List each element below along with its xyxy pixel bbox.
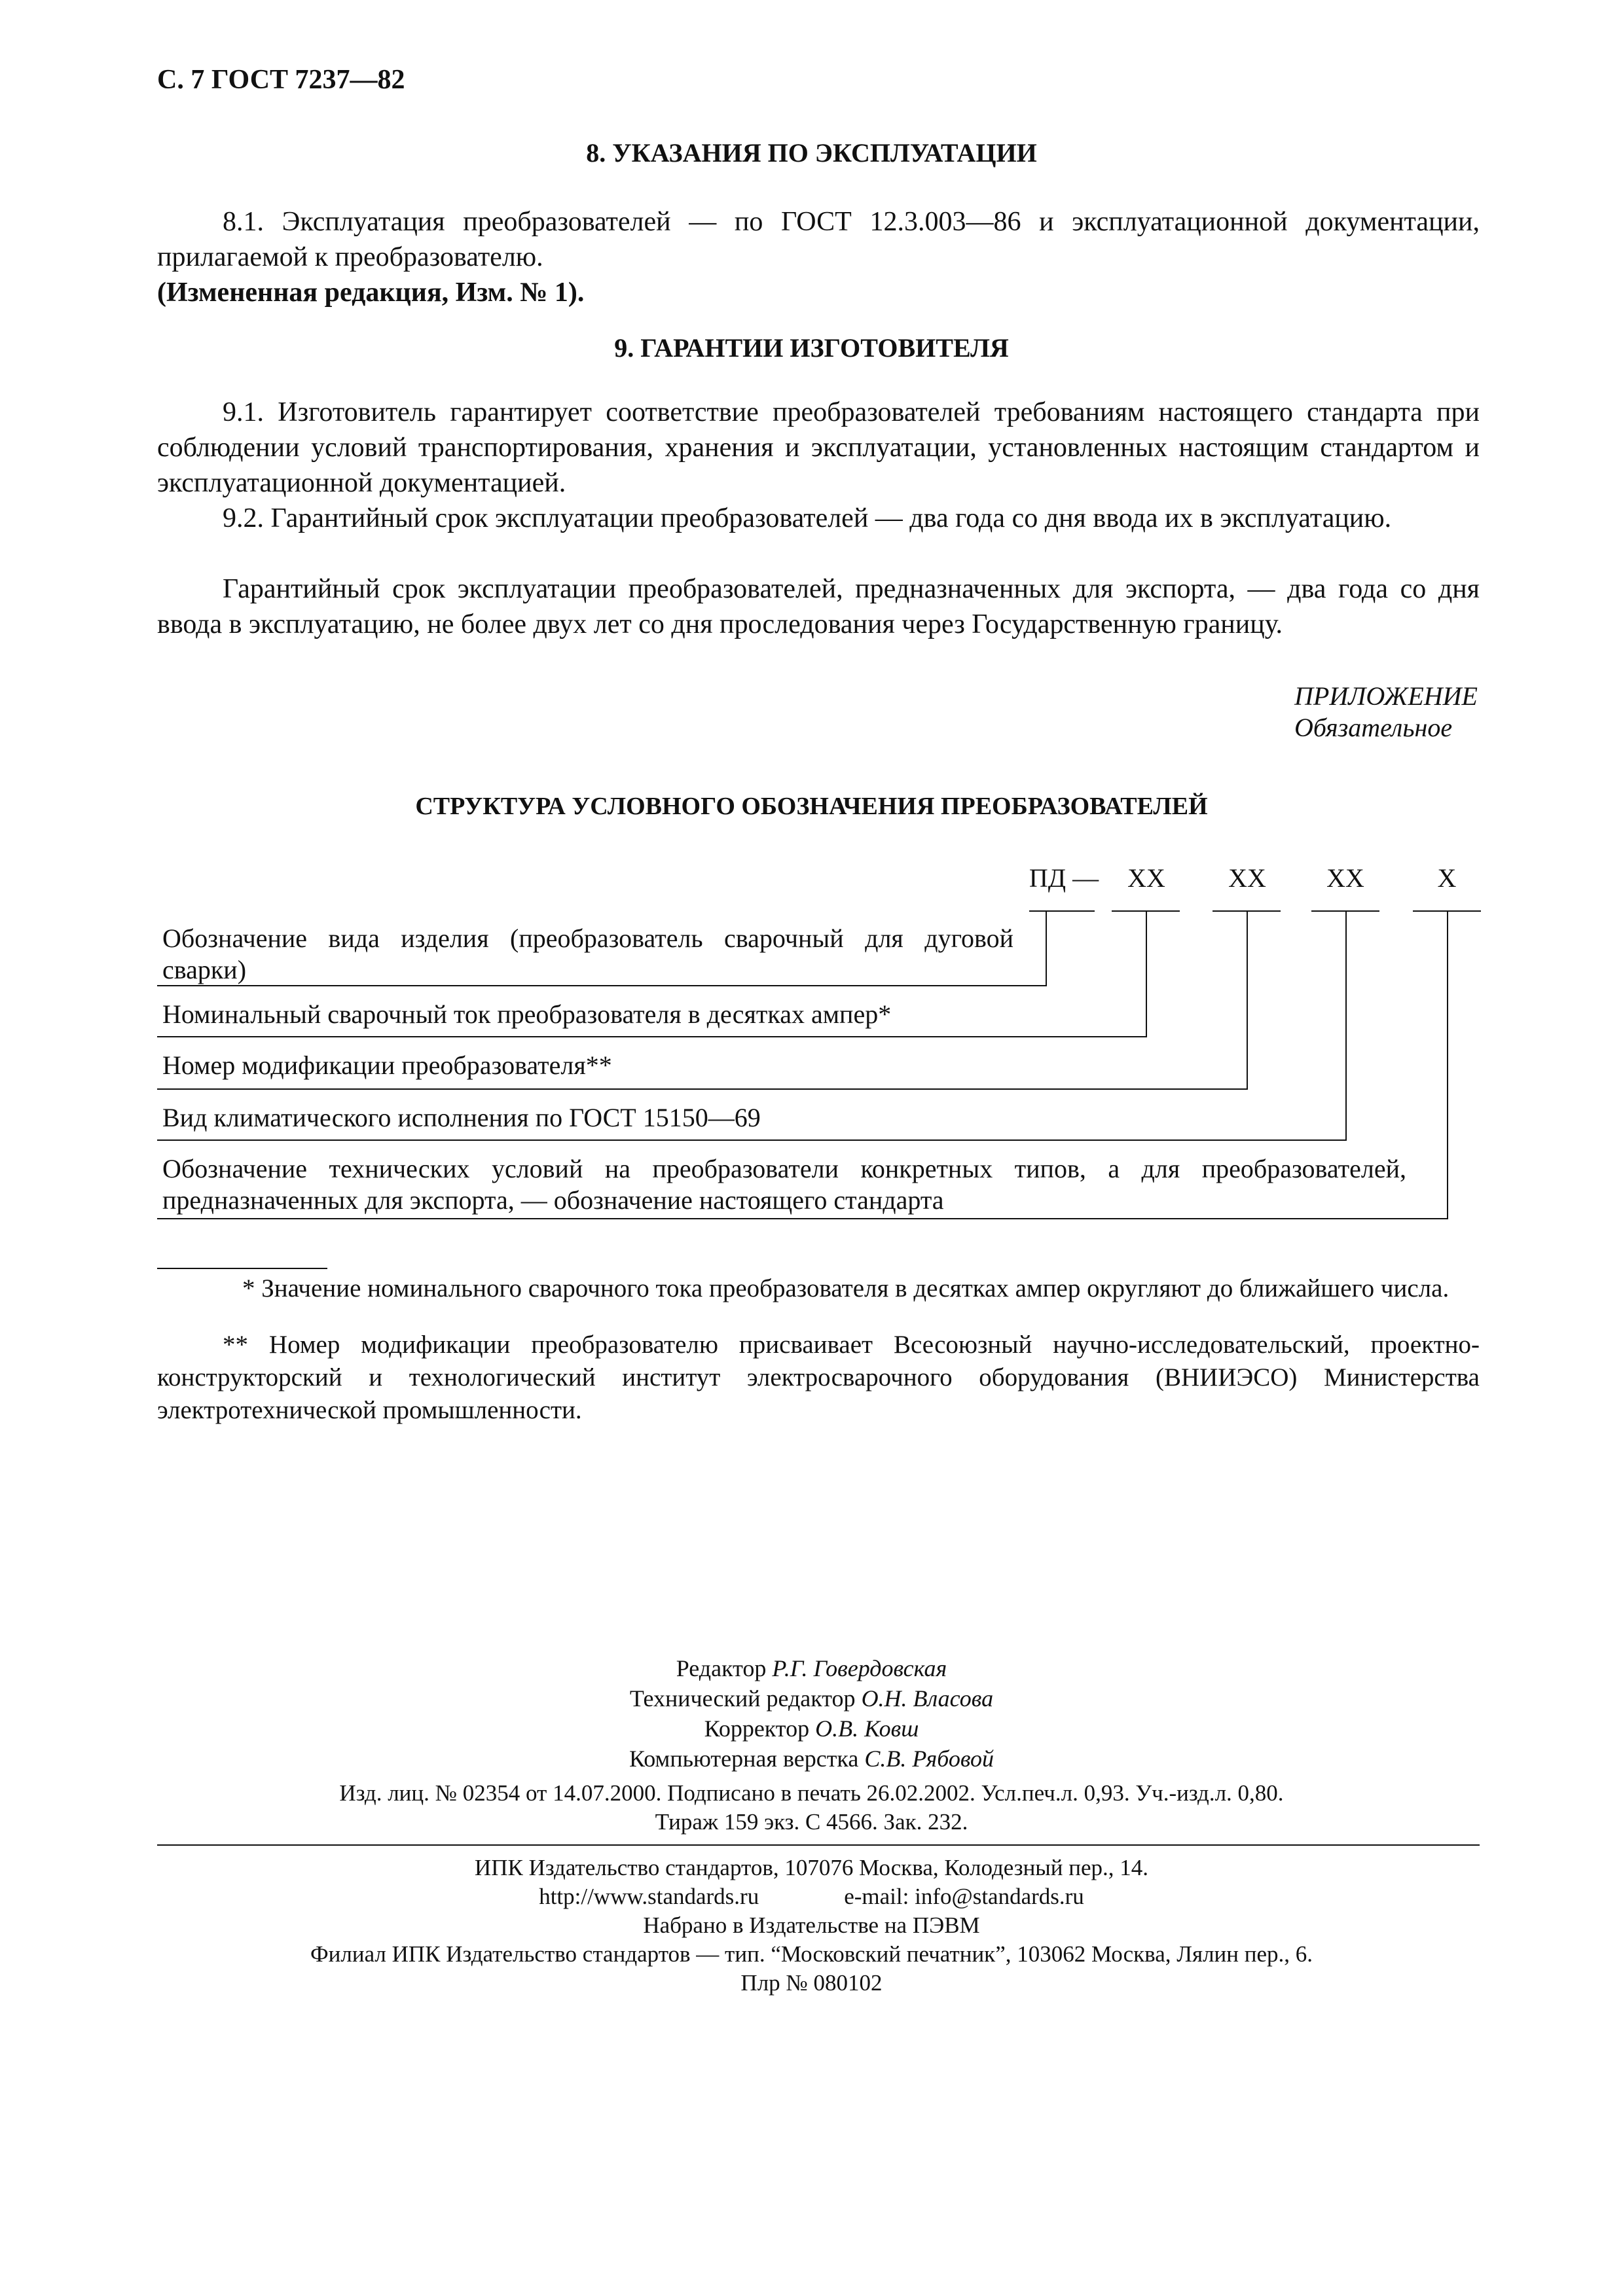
- credits-block: [0, 1653, 1623, 1774]
- imprint-line-3: Набрано в Издательстве на ПЭВМ: [643, 1912, 980, 1938]
- structure-row-current: Номинальный сварочный ток преобразователя в десятках ампер*: [162, 999, 892, 1029]
- section-9-paragraph-2: 9.2. Гарантийный срок эксплуатации преобразователей — два года со дня ввода их в эксплуатацию.: [223, 503, 1392, 533]
- section-8-p1-text: 8.1. Эксплуатация преобразователей — по ГОСТ 12.3.003—86 и эксплуатационной документации, прилагаемой к преобразователю.: [157, 207, 1480, 272]
- structure-row-specs: Обозначение технических условий на преобразователи конкретных типов, а для преобразователей, предназначенных для экспорта, — обозначение настоящего стандарта: [162, 1154, 1406, 1215]
- publication-line-1: Изд. лиц. № 02354 от 14.07.2000. Подписано в печать 26.02.2002. Усл.печ.л. 0,93. Уч.-изд.л. 0,80.: [339, 1780, 1284, 1806]
- imprint-separator: [157, 1844, 1480, 1846]
- connector-climate: [1345, 910, 1347, 1139]
- section-9-paragraph-1: 9.1. Изготовитель гарантирует соответствие преобразователей требованиям настоящего стандарта при соблюдении условий транспортирования, хранения и эксплуатации, установленных настоящим стандартом и эксплуатационной документацией.: [157, 397, 1480, 498]
- structure-row-modification: Номер модификации преобразователя**: [162, 1050, 612, 1080]
- footnote-1: * Значение номинального сварочного тока преобразователя в десятках ампер округляют до ближайшего числа.: [242, 1274, 1450, 1302]
- code-part-climate: ХХ: [1326, 863, 1364, 893]
- connector-pd: [1046, 910, 1047, 985]
- code-part-pd: ПД —: [1029, 863, 1099, 893]
- footnote-2: ** Номер модификации преобразователю присваивает Всесоюзный научно-исследовательский, проектно-конструкторский и технологический институт электросварочного оборудования (ВНИИЭСО) Министерства электротехнической промышленности.: [157, 1331, 1480, 1424]
- appendix-label: ПРИЛОЖЕНИЕ: [1294, 681, 1478, 711]
- section-9-paragraph-3: Гарантийный срок эксплуатации преобразователей, предназначенных для экспорта, — два года со дня ввода в эксплуатацию, не более двух лет со дня проследования через Государственную границу.: [157, 574, 1480, 639]
- code-part-modification: ХХ: [1228, 863, 1266, 893]
- code-underline-pd: [1029, 910, 1095, 912]
- structure-title: СТРУКТУРА УСЛОВНОГО ОБОЗНАЧЕНИЯ ПРЕОБРАЗОВАТЕЛЕЙ: [415, 793, 1208, 820]
- row-line-current: [157, 1036, 1147, 1037]
- imprint-line-4: Филиал ИПК Издательство стандартов — тип. “Московский печатник”, 103062 Москва, Лялин пер., 6.: [310, 1941, 1313, 1967]
- section-8-paragraph-1: [157, 204, 1480, 310]
- code-part-current: ХХ: [1127, 863, 1165, 893]
- section-8-title: 8. УКАЗАНИЯ ПО ЭКСПЛУАТАЦИИ: [586, 138, 1037, 168]
- page-header: С. 7 ГОСТ 7237—82: [157, 65, 405, 95]
- section-9-title: 9. ГАРАНТИИ ИЗГОТОВИТЕЛЯ: [614, 333, 1009, 363]
- credit-tech-editor: Технический редактор О.Н. Власова: [629, 1685, 994, 1712]
- imprint-line-1: ИПК Издательство стандартов, 107076 Москва, Колодезный пер., 14.: [474, 1855, 1149, 1880]
- imprint-line-5: Плр № 080102: [740, 1970, 883, 1996]
- structure-row-climate: Вид климатического исполнения по ГОСТ 15150—69: [162, 1103, 761, 1132]
- credit-editor: Редактор Р.Г. Говердовская: [676, 1655, 947, 1681]
- connector-current: [1146, 910, 1147, 1036]
- row-line-product-type: [157, 985, 1047, 986]
- row-line-specs: [157, 1218, 1448, 1219]
- structure-row-product-type: Обозначение вида изделия (преобразователь сварочный для дуговой сварки): [162, 924, 1013, 984]
- imprint-website: http://www.standards.ru: [539, 1884, 759, 1909]
- row-line-modification: [157, 1088, 1248, 1090]
- row-line-climate: [157, 1139, 1347, 1141]
- appendix-block: [1294, 681, 1478, 744]
- code-part-specs: Х: [1437, 863, 1457, 893]
- footnote-separator: [157, 1268, 327, 1269]
- section-8-amendment-note: (Измененная редакция, Изм. № 1).: [157, 278, 585, 308]
- connector-modification: [1247, 910, 1248, 1088]
- imprint-email: e-mail: info@standards.ru: [844, 1884, 1084, 1909]
- publication-line-2: Тираж 159 экз. С 4566. Зак. 232.: [655, 1809, 968, 1835]
- credit-corrector: Корректор О.В. Ковш: [704, 1715, 919, 1742]
- credit-layout: Компьютерная верстка С.В. Рябовой: [629, 1746, 994, 1772]
- appendix-status: Обязательное: [1294, 713, 1453, 742]
- connector-specs: [1447, 910, 1448, 1218]
- imprint-contacts: [0, 1882, 1623, 1911]
